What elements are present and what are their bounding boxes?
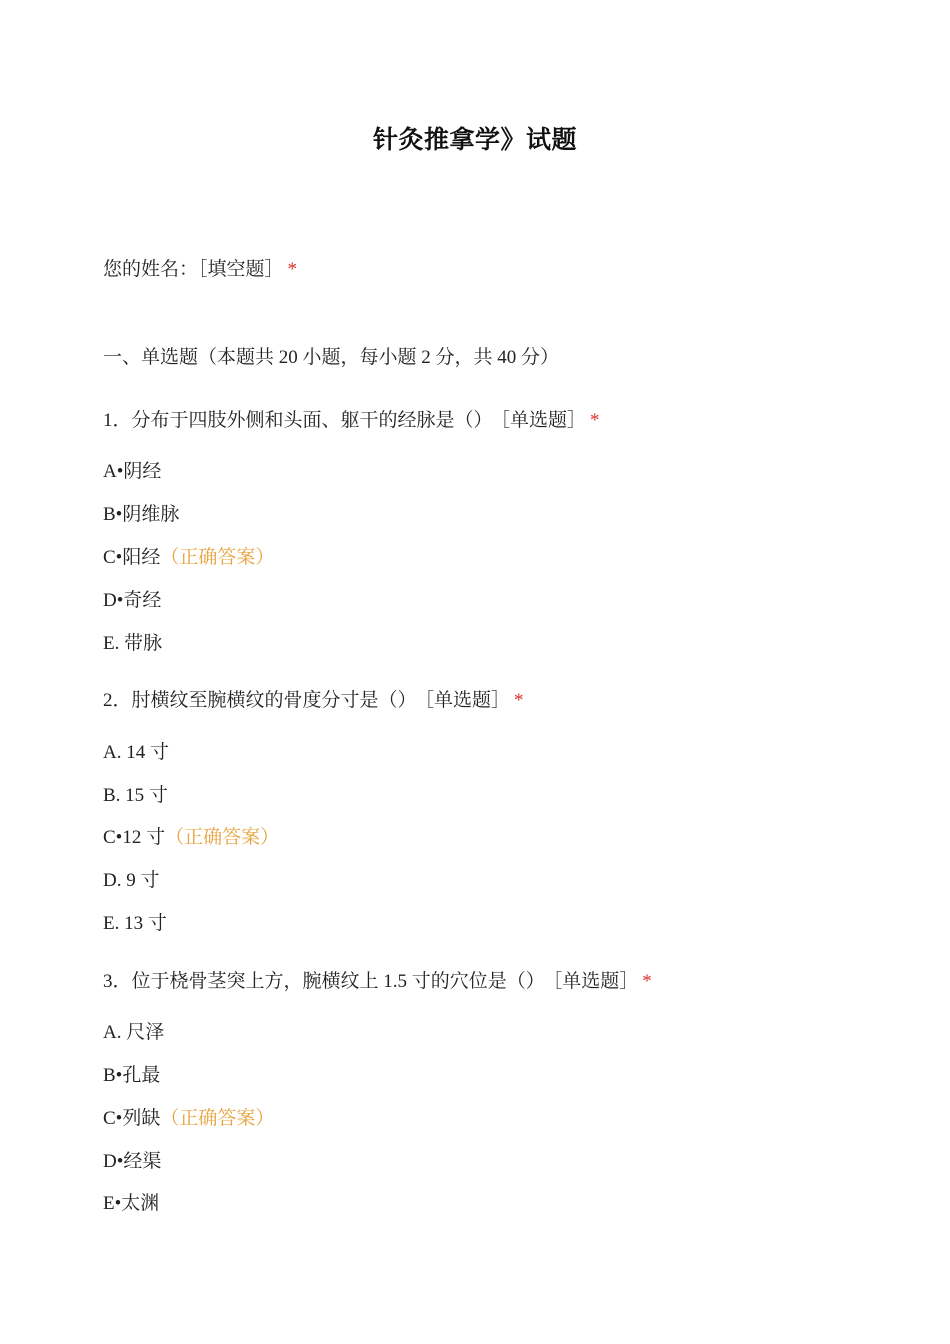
question-text: 1．分布于四肢外侧和头面、躯干的经脉是（）	[103, 410, 493, 431]
question-text: 2．肘横纹至腕横纹的骨度分寸是（）	[103, 690, 417, 711]
option-item[interactable]	[103, 503, 179, 527]
option-item[interactable]	[103, 912, 167, 936]
option-label: E•太渊	[103, 1193, 160, 1214]
option-item[interactable]	[103, 1021, 164, 1045]
option-label: A. 尺泽	[103, 1022, 165, 1043]
option-label: E. 13 寸	[103, 913, 167, 934]
question-type: ［单选题］	[424, 690, 511, 711]
option-item[interactable]	[103, 1064, 160, 1088]
required-mark: *	[642, 971, 652, 992]
option-item[interactable]	[103, 632, 162, 656]
name-field-row	[103, 258, 297, 282]
section-heading: 一、单选题（本题共 20 小题，每小题 2 分，共 40 分）	[103, 347, 560, 368]
question-stem	[103, 689, 524, 713]
option-item[interactable]	[103, 1192, 159, 1216]
name-field-label: 您的姓名：	[103, 259, 199, 280]
option-label: D•奇经	[103, 590, 162, 611]
option-item[interactable]	[103, 589, 161, 613]
required-mark: *	[514, 690, 524, 711]
option-item[interactable]	[103, 460, 161, 484]
option-label: C•阳经	[103, 547, 161, 568]
option-item[interactable]	[103, 1150, 161, 1174]
question-stem	[103, 970, 652, 994]
option-item[interactable]	[103, 869, 159, 893]
correct-answer-note: （正确答案）	[160, 1108, 275, 1129]
option-label: D•经渠	[103, 1151, 162, 1172]
option-label: B•阴维脉	[103, 504, 180, 525]
option-item[interactable]	[103, 1107, 274, 1131]
option-item[interactable]	[103, 741, 169, 765]
option-label: E. 带脉	[103, 633, 163, 654]
option-item[interactable]	[103, 784, 168, 808]
question-type: ［单选题］	[552, 971, 639, 992]
option-item[interactable]	[103, 546, 274, 570]
question-text: 3．位于桡骨茎突上方，腕横纹上 1.5 寸的穴位是（）	[103, 971, 545, 992]
option-label: B•孔最	[103, 1065, 161, 1086]
required-mark: *	[287, 259, 298, 280]
option-label: B. 15 寸	[103, 785, 168, 806]
name-field-type: ［填空题］	[198, 259, 284, 280]
option-item[interactable]	[103, 826, 279, 850]
page-title: 针灸推拿学》试题	[372, 126, 577, 154]
required-mark: *	[590, 410, 600, 431]
question-type: ［单选题］	[500, 410, 587, 431]
option-label: A. 14 寸	[103, 742, 169, 763]
option-label: D. 9 寸	[103, 870, 160, 891]
option-label: A•阴经	[103, 461, 162, 482]
correct-answer-note: （正确答案）	[160, 547, 275, 568]
correct-answer-note: （正确答案）	[165, 827, 280, 848]
option-label: C•12 寸	[103, 827, 166, 848]
option-label: C•列缺	[103, 1108, 161, 1129]
question-stem	[103, 409, 600, 433]
